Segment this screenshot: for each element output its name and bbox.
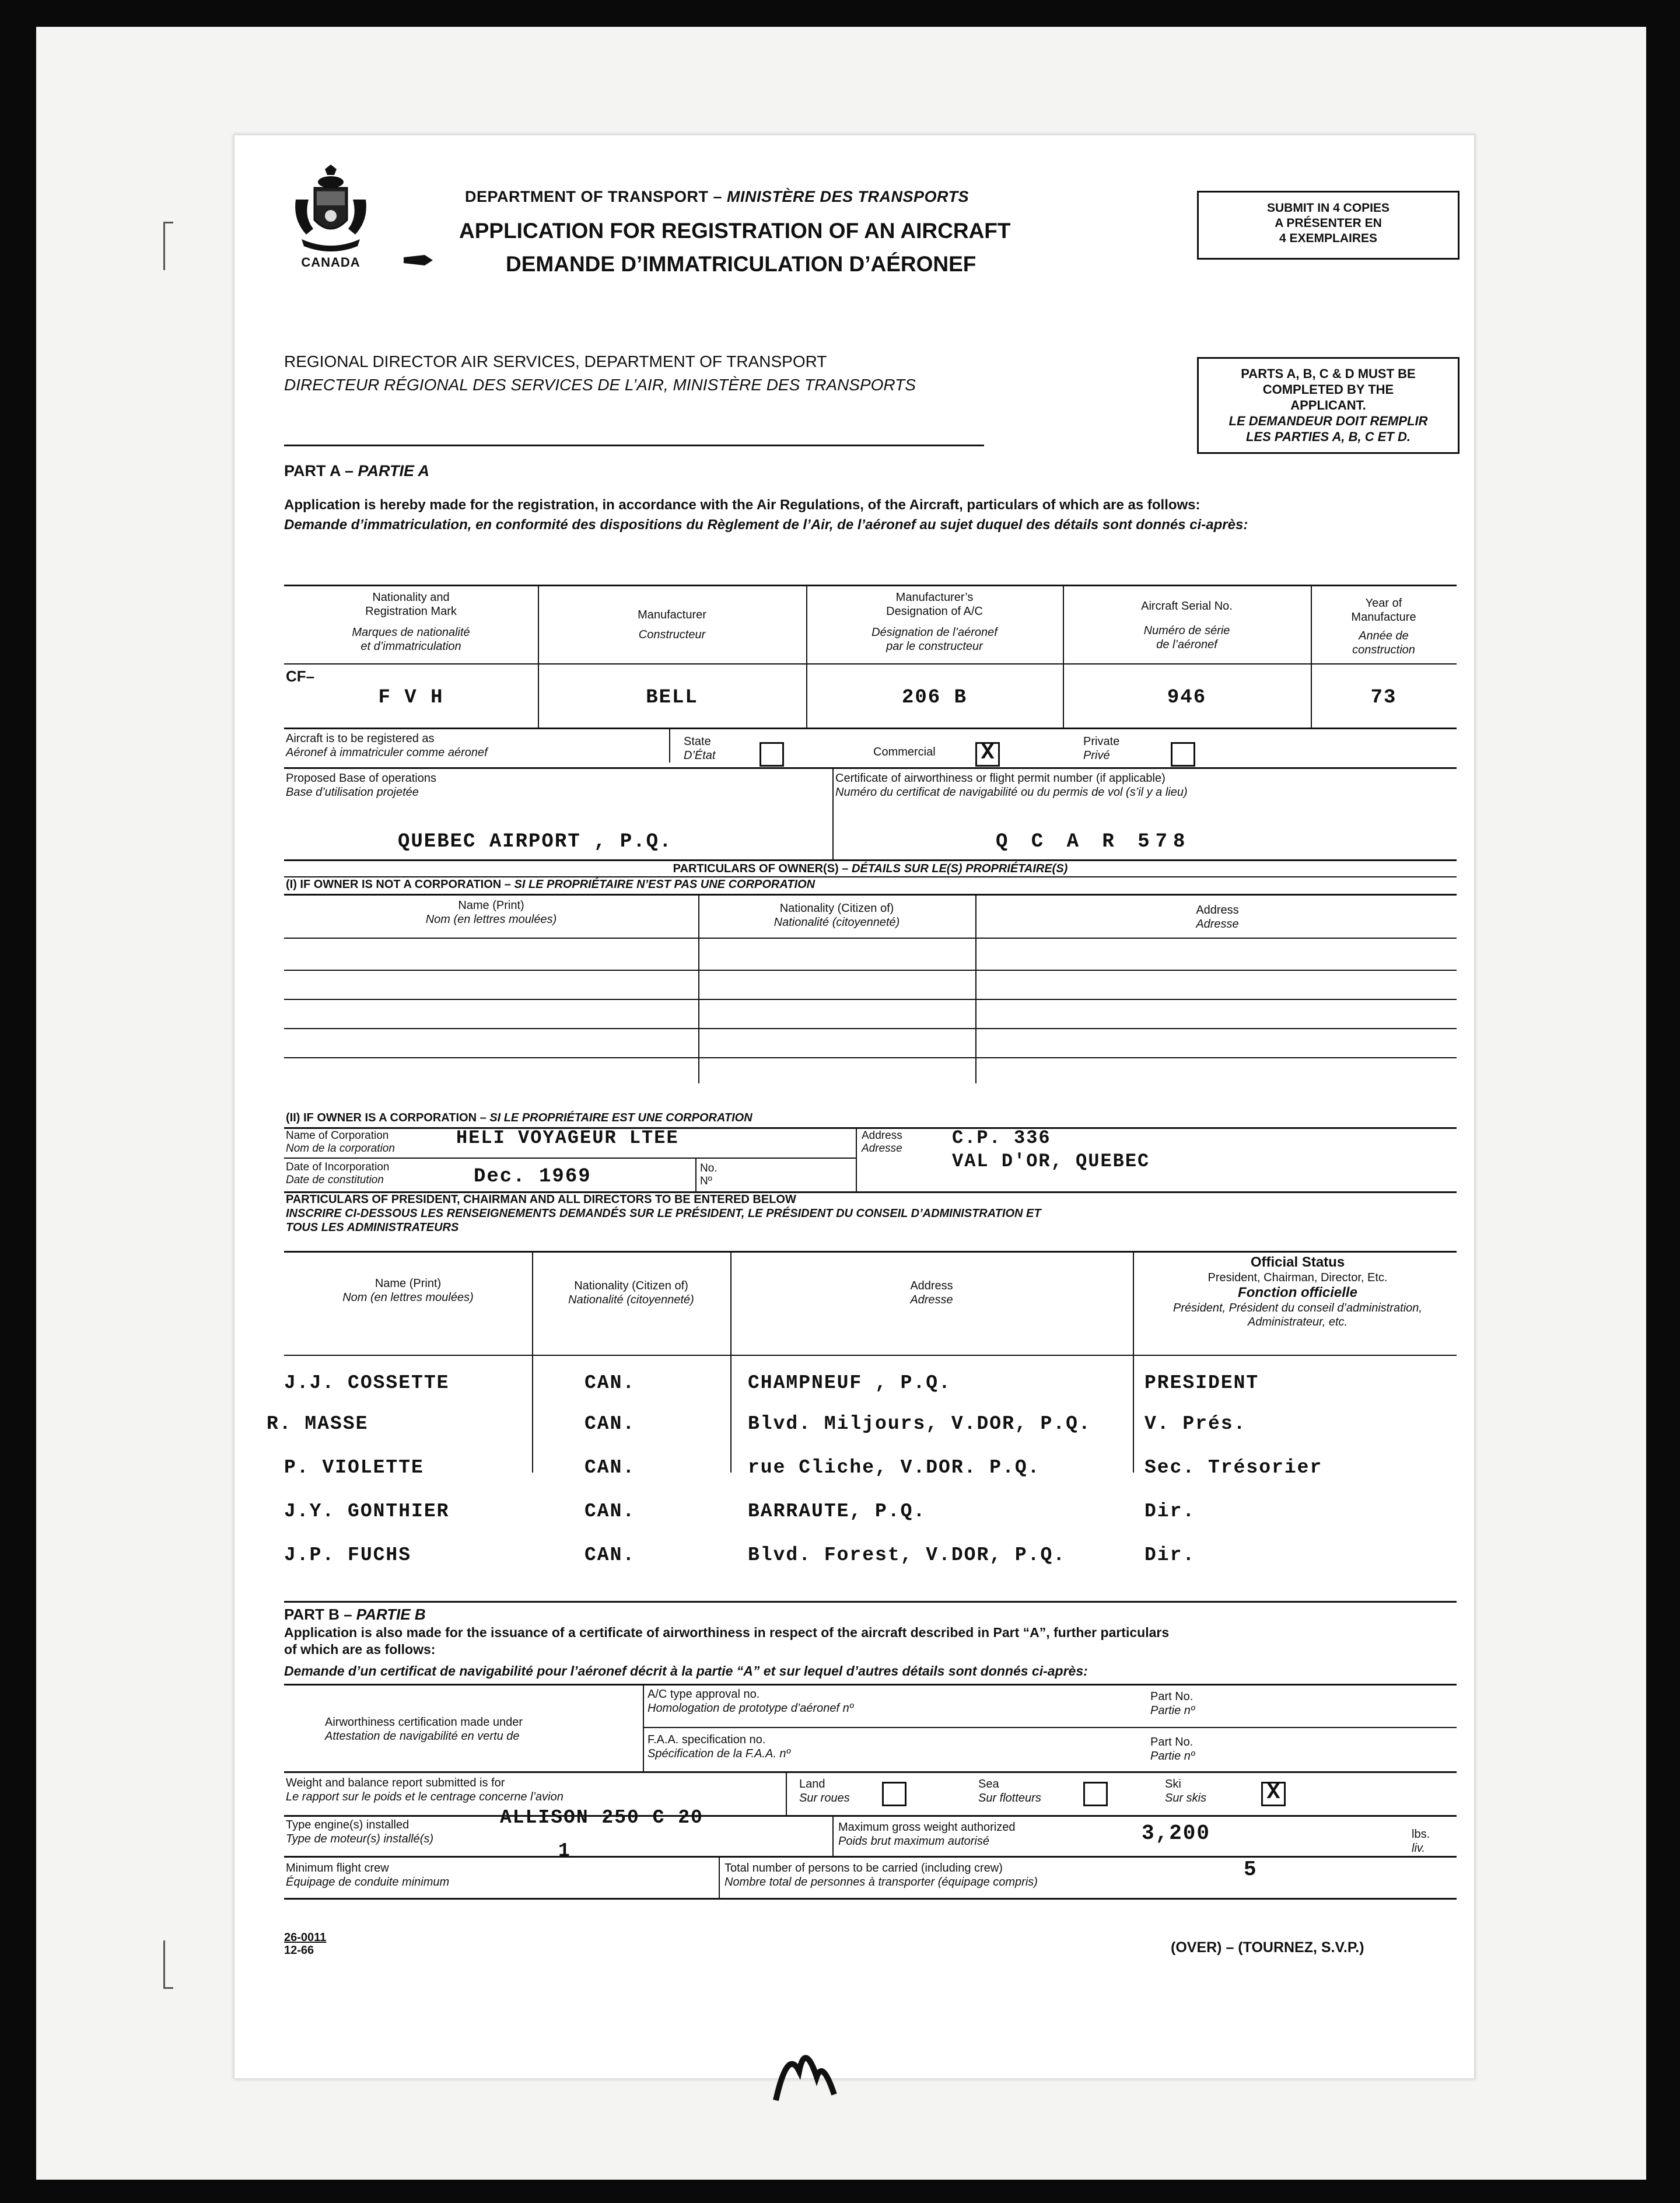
owner-row-line <box>284 999 1457 1000</box>
director-address: CHAMPNEUF , P.Q. <box>748 1372 951 1394</box>
weight-balance-bottom <box>284 1815 1457 1817</box>
registered-as-bottom <box>284 767 1457 769</box>
director-col-address: Address Adresse <box>910 1279 953 1306</box>
title-en: APPLICATION FOR REGISTRATION OF AN AIRCRAFT <box>459 219 1011 243</box>
max-gross-weight-value: 3,200 <box>1142 1821 1211 1845</box>
form-number: 26-0011 12-66 <box>284 1931 327 1957</box>
corporation-name-value: HELI VOYAGEUR LTEE <box>456 1127 679 1149</box>
addressee-en: REGIONAL DIRECTOR AIR SERVICES, DEPARTMENT OF TRANSPORT <box>284 352 827 370</box>
incorporation-date-label: Date of Incorporation Date de constitution <box>286 1161 390 1186</box>
country-label: CANADA <box>301 255 360 270</box>
director-col-nationality: Nationality (Citizen of) Nationalité (citoyenneté) <box>568 1279 694 1306</box>
ink-scribble <box>764 2036 846 2106</box>
director-row <box>235 1372 1474 1413</box>
director-name: J.Y. GONTHIER <box>284 1501 450 1522</box>
owner-col-address: Address Adresse <box>1196 904 1239 931</box>
part-b-intro-fr: Demande d’un certificat de navigabilité pour l’aéronef décrit à la partie “A” et sur lequel d’autres détails sont donnés ci-après: <box>284 1663 1088 1679</box>
col-registration-header: Nationality and Registration Mark Marques de nationalité et d’immatriculation <box>352 591 470 653</box>
owners-table-top <box>284 894 1457 896</box>
department-line: DEPARTMENT OF TRANSPORT – MINISTÈRE DES TRANSPORTS <box>465 188 970 205</box>
director-row <box>235 1413 1474 1454</box>
corporation-heading: (II) IF OWNER IS A CORPORATION – SI LE PROPRIÉTAIRE EST UNE CORPORATION <box>286 1111 752 1124</box>
incorporation-no-label: No. Nº <box>700 1162 718 1187</box>
directors-table-bottom <box>284 1601 1457 1603</box>
owner-row-line <box>284 970 1457 971</box>
crew-bottom <box>284 1898 1457 1900</box>
state-divider <box>669 728 670 763</box>
aircraft-table-mid <box>284 663 1457 665</box>
title-fr: DEMANDE D’IMMATRICULATION D’AÉRONEF <box>506 252 977 276</box>
corporation-divider <box>856 1127 857 1191</box>
registration-form <box>233 134 1475 2079</box>
designation-value: 206 B <box>901 687 968 709</box>
aircraft-table-divider <box>538 585 539 728</box>
airworthiness-bottom <box>284 1771 1457 1773</box>
corporation-mid-rule <box>284 1158 856 1159</box>
owner-col-nationality: Nationality (Citizen of) Nationalité (citoyenneté) <box>774 902 900 929</box>
type-approval-label: A/C type approval no. Homologation de prototype d’aéronef nº <box>648 1688 854 1715</box>
director-status: V. Prés. <box>1144 1413 1247 1435</box>
aircraft-table-bottom <box>284 728 1457 729</box>
base-bottom <box>284 859 1457 861</box>
director-col-status: Official Status President, Chairman, Director, Etc. Fonction officielle Président, Président du conseil d’administration, Administrateur, etc. <box>1173 1254 1422 1328</box>
engine-value: ALLISON 250 C 20 <box>500 1807 704 1828</box>
aircraft-table-divider <box>1063 585 1064 728</box>
aircraft-table-divider <box>1311 585 1312 728</box>
owner-row-line <box>284 1028 1457 1029</box>
part-a-intro-fr: Demande d’immatriculation, en conformité des dispositions du Règlement de l’Air, de l’aéronef au sujet duquel des détails sont donnés ci-après: <box>284 517 1248 533</box>
sea-label: Sea Sur flotteurs <box>978 1778 1041 1805</box>
owners-table-divider <box>698 894 699 1083</box>
director-name: J.J. COSSETTE <box>284 1372 450 1394</box>
weight-balance-divider <box>786 1771 787 1815</box>
commercial-checkbox[interactable]: X <box>975 742 1000 767</box>
engine-label: Type engine(s) installed Type de moteur(s) installé(s) <box>286 1819 434 1845</box>
col-designation-header: Manufacturer’s Designation of A/C Désignation de l’aéronef par le constructeur <box>872 591 998 653</box>
col-year-header: Year of Manufacture Année de construction <box>1351 597 1416 656</box>
private-checkbox[interactable] <box>1171 742 1195 767</box>
aircraft-table-top <box>284 585 1457 586</box>
col-serial-header: Aircraft Serial No. Numéro de série de l’aéronef <box>1141 600 1233 651</box>
owner-row-line <box>284 938 1457 939</box>
ski-label: Ski Sur skis <box>1165 1778 1207 1805</box>
addressee-signature-line <box>284 445 984 446</box>
part-b-table-top <box>284 1684 1457 1686</box>
part-a-heading: PART A – PARTIE A <box>284 462 430 480</box>
lbs-unit: lbs. liv. <box>1412 1828 1430 1855</box>
directors-header-rule <box>284 1355 1457 1356</box>
director-status: Sec. Trésorier <box>1144 1457 1323 1478</box>
land-label: Land Sur roues <box>799 1778 850 1805</box>
director-address: BARRAUTE, P.Q. <box>748 1501 926 1522</box>
director-name: J.P. FUCHS <box>284 1544 412 1566</box>
corporation-address-line1: C.P. 336 <box>952 1127 1051 1149</box>
director-row <box>235 1544 1474 1585</box>
commercial-label: Commercial <box>873 746 936 758</box>
land-checkbox[interactable] <box>882 1782 907 1806</box>
director-status: Dir. <box>1144 1544 1196 1566</box>
corporation-address-line2: VAL D'OR, QUEBEC <box>952 1151 1150 1172</box>
airworthiness-mid-rule <box>643 1727 1457 1728</box>
manufacturer-value: BELL <box>646 687 698 709</box>
airworthiness-basis-label: Airworthiness certification made under Attestation de navigabilité en vertu de <box>325 1716 523 1743</box>
mount-corner-mark <box>163 222 173 270</box>
director-nationality: CAN. <box>584 1372 636 1394</box>
part-no-label-1: Part No. Partie nº <box>1150 1690 1195 1717</box>
arrow-mark <box>404 255 433 265</box>
part-b-heading: PART B – PARTIE B <box>284 1606 426 1623</box>
base-value: QUEBEC AIRPORT , P.Q. <box>398 831 673 853</box>
addressee-fr: DIRECTEUR RÉGIONAL DES SERVICES DE L’AIR, MINISTÈRE DES TRANSPORTS <box>284 376 916 394</box>
col-manufacturer-header: Manufacturer Constructeur <box>638 609 706 641</box>
director-nationality: CAN. <box>584 1544 636 1566</box>
owner-col-name: Name (Print) Nom (en lettres moulées) <box>425 899 557 926</box>
registered-as-label: Aircraft is to be registered as Aéronef à immatriculer comme aéronef <box>286 732 488 759</box>
persons-value: 5 <box>1244 1858 1258 1882</box>
engine-count: 1 <box>558 1840 571 1862</box>
owners-heading: PARTICULARS OF OWNER(S) – DÉTAILS SUR LE(S) PROPRIÉTAIRE(S) <box>673 862 1068 875</box>
year-value: 73 <box>1370 687 1397 709</box>
state-checkbox[interactable] <box>760 742 784 767</box>
incorporation-date-value: Dec. 1969 <box>474 1166 592 1188</box>
crew-divider <box>719 1856 720 1898</box>
private-label: Private Privé <box>1083 735 1120 762</box>
base-label: Proposed Base of operations Base d’utilisation projetée <box>286 772 436 799</box>
director-row <box>235 1501 1474 1541</box>
owner-row-line <box>284 1057 1457 1058</box>
not-corporation-heading: (I) IF OWNER IS NOT A CORPORATION – SI LE PROPRIÉTAIRE N’EST PAS UNE CORPORATION <box>286 878 816 891</box>
director-name: R. MASSE <box>267 1413 369 1435</box>
director-status: PRESIDENT <box>1144 1372 1259 1394</box>
aircraft-table-divider <box>806 585 807 728</box>
incorporation-no-divider <box>695 1158 696 1191</box>
certificate-label: Certificate of airworthiness or flight permit number (if applicable) Numéro du certificat de navigabilité ou du permis de vol (s’il y a lieu) <box>835 772 1188 799</box>
registration-prefix: CF– <box>286 667 315 685</box>
weight-balance-label: Weight and balance report submitted is for Le rapport sur le poids et le centrage concerne l’avion <box>286 1777 564 1803</box>
director-name: P. VIOLETTE <box>284 1457 424 1478</box>
director-address: rue Cliche, V.DOR. P.Q. <box>748 1457 1041 1478</box>
director-nationality: CAN. <box>584 1501 636 1522</box>
director-row <box>235 1457 1474 1498</box>
director-address: Blvd. Miljours, V.DOR, P.Q. <box>748 1413 1091 1435</box>
parts-notice-box: PARTS A, B, C & D MUST BE COMPLETED BY THE APPLICANT. LE DEMANDEUR DOIT REMPLIR LES PARTIES A, B, C ET D. <box>1197 357 1460 454</box>
engine-bottom <box>284 1856 1457 1858</box>
certificate-value: Q C A R 578 <box>996 831 1191 853</box>
part-b-intro-en1: Application is also made for the issuance of a certificate of airworthiness in respect of the aircraft described in Part “A”, further particulars <box>284 1625 1170 1640</box>
submit-copies-box: SUBMIT IN 4 COPIES A PRÉSENTER EN 4 EXEMPLAIRES <box>1197 191 1460 260</box>
over-notice: (OVER) – (TOURNEZ, S.V.P.) <box>1171 1939 1364 1956</box>
max-gross-weight-label: Maximum gross weight authorized Poids brut maximum autorisé <box>838 1821 1016 1848</box>
director-status: Dir. <box>1144 1501 1196 1522</box>
state-label: State D’État <box>684 735 716 762</box>
part-no-label-2: Part No. Partie nº <box>1150 1736 1195 1763</box>
base-divider <box>832 767 834 859</box>
faa-spec-label: F.A.A. specification no. Spécification de la F.A.A. nº <box>648 1733 790 1760</box>
corporation-name-label: Name of Corporation Nom de la corporation <box>286 1130 395 1155</box>
part-b-intro-en2: of which are as follows: <box>284 1642 436 1657</box>
sea-checkbox[interactable] <box>1083 1782 1108 1806</box>
engine-divider <box>832 1815 834 1856</box>
director-nationality: CAN. <box>584 1457 636 1478</box>
part-a-intro-en: Application is hereby made for the registration, in accordance with the Air Regulations, of the Aircraft, particulars of which are as follows: <box>284 497 1200 513</box>
directors-table-top <box>284 1251 1457 1253</box>
serial-value: 946 <box>1167 687 1207 709</box>
owners-table-divider <box>975 894 977 1083</box>
director-address: Blvd. Forest, V.DOR, P.Q. <box>748 1544 1066 1566</box>
persons-label: Total number of persons to be carried (including crew) Nombre total de personnes à transporter (équipage compris) <box>724 1862 1038 1889</box>
registration-value: F V H <box>378 687 444 709</box>
corporation-address-label: Address Adresse <box>862 1130 902 1155</box>
director-nationality: CAN. <box>584 1413 636 1435</box>
ski-checkbox[interactable]: X <box>1261 1782 1286 1806</box>
director-col-name: Name (Print) Nom (en lettres moulées) <box>342 1277 474 1304</box>
mount-corner-mark <box>163 1940 173 1989</box>
canada-coat-of-arms-icon <box>290 165 372 270</box>
min-crew-label: Minimum flight crew Équipage de conduite minimum <box>286 1862 450 1889</box>
directors-heading: PARTICULARS OF PRESIDENT, CHAIRMAN AND ALL DIRECTORS TO BE ENTERED BELOW INSCRIRE CI-DESSOUS LES RENSEIGNEMENTS DEMANDÉS SUR LE PRÉSIDENT, LE PRÉSIDENT DU CONSEIL D’ADMINISTRATION ET TOUS LES ADMINISTRATEURS <box>286 1193 1041 1234</box>
